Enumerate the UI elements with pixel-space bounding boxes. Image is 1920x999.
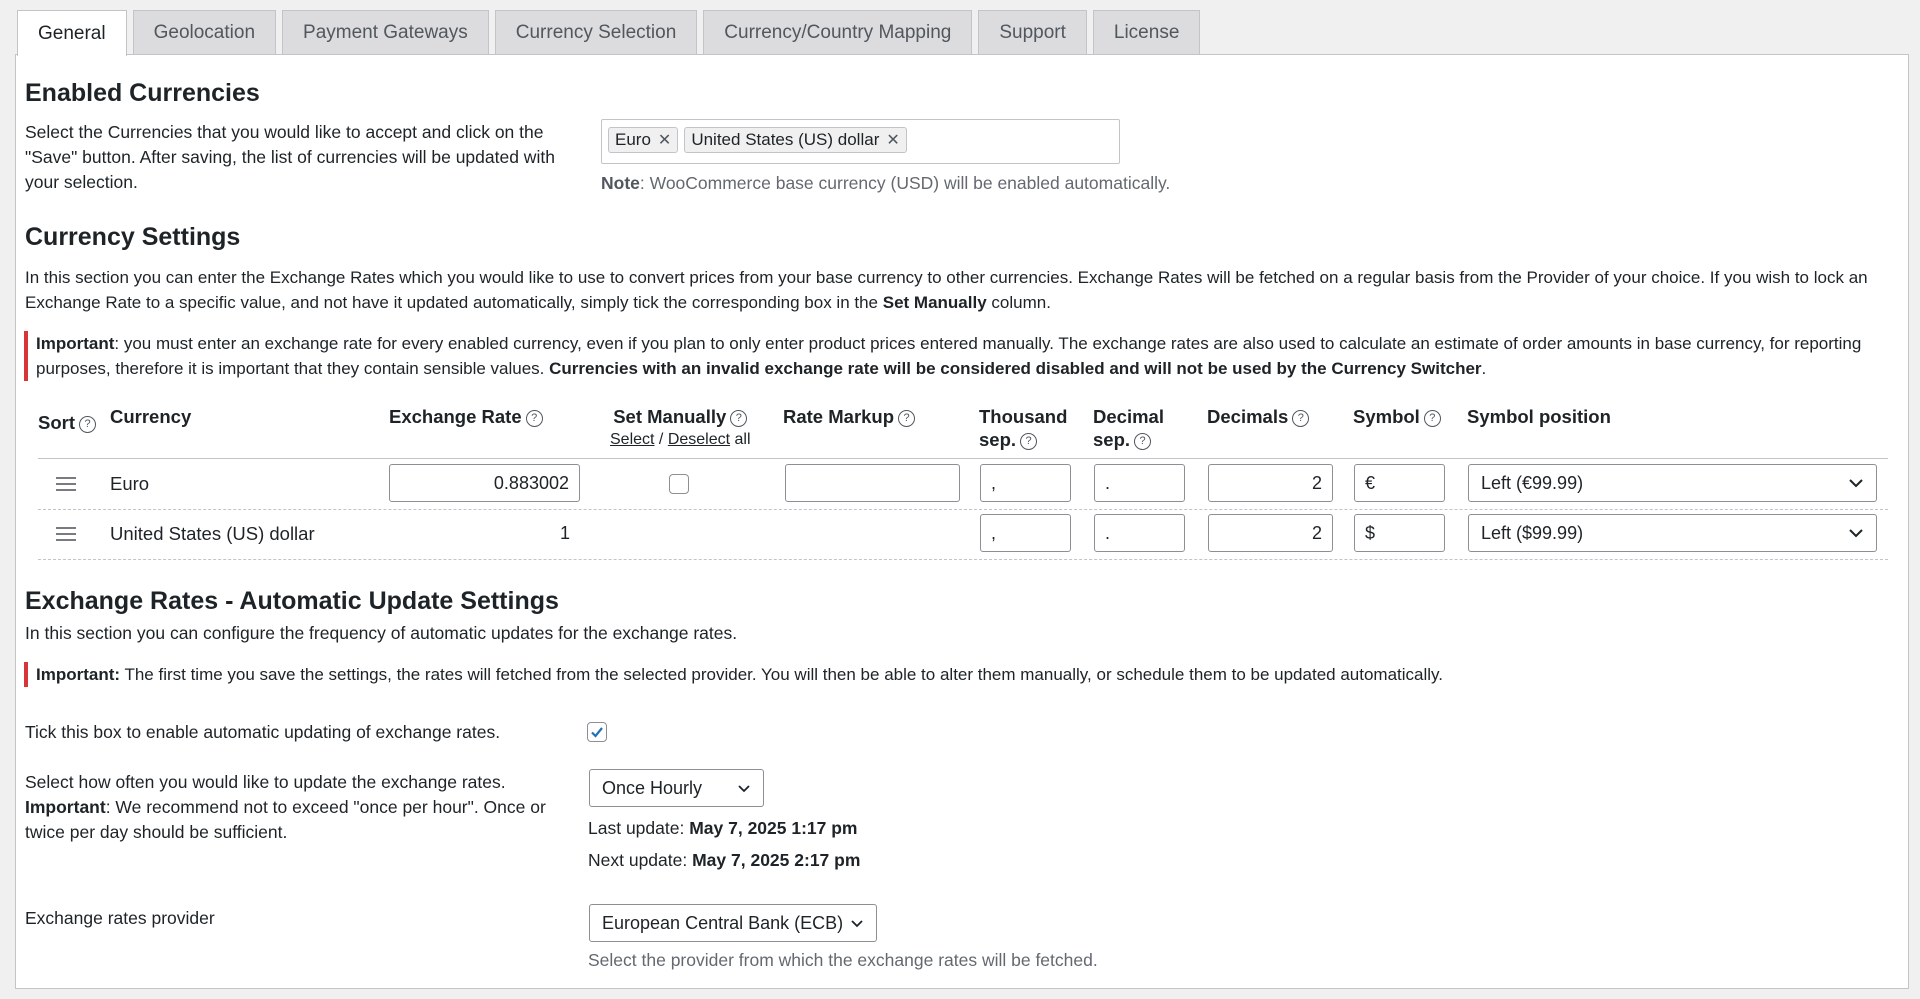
auto-update-checkbox[interactable] [587, 722, 607, 742]
desc-text: In this section you can enter the Exchange Rates which you would like to use to convert prices from your base currency to other currencies. Exchange Rates will be fetched on a regular basis from the Provider of your choice. If you wish to lock an Exchange Rate to a specific value, and not have it updated automatically, simply tick the corresponding box in the [25, 268, 1868, 312]
col-set-manually [610, 405, 751, 451]
rate-markup-input[interactable] [785, 464, 960, 502]
desc-text-end: column. [986, 293, 1051, 312]
provider-hint: Select the provider from which the exchange rates will be fetched. [588, 950, 1098, 970]
frequency-text-2: : We recommend not to exceed "once per hour". Once or twice per day should be sufficient. [25, 797, 546, 842]
help-icon[interactable]: ? [1424, 410, 1441, 427]
auto-important-notice [24, 662, 1894, 687]
frequency-important-label: Important [25, 797, 106, 817]
exchange-rate-input[interactable]: 0.883002 [389, 464, 580, 502]
remove-chip-icon[interactable]: ✕ [886, 132, 900, 149]
important-bold: Currencies with an invalid exchange rate will be considered disabled and will not be used by the Currency Switcher [549, 359, 1482, 378]
symbol-position-value: Left ($99.99) [1481, 522, 1584, 543]
auto-update-checkbox-label: Tick this box to enable automatic updating of exchange rates. [25, 722, 501, 742]
table-header-divider [38, 458, 1888, 459]
tab-currency-selection[interactable]: Currency Selection [495, 10, 698, 55]
provider-label: Exchange rates provider [25, 908, 215, 928]
select-deselect-links [610, 428, 751, 451]
col-decimals [1207, 405, 1309, 428]
help-icon[interactable]: ? [526, 410, 543, 427]
row-currency-name: United States (US) dollar [110, 523, 315, 544]
provider-value: European Central Bank (ECB) [602, 912, 844, 933]
col-rate-markup [783, 405, 915, 428]
exchange-rate-value: 1 [559, 523, 570, 543]
decimals-input[interactable]: 2 [1208, 514, 1333, 552]
symbol-position-select[interactable] [1468, 514, 1877, 552]
important-text: The first time you save the settings, the rates will fetched from the selected provider. You will then be able to alter them manually, or schedule them to be updated automatically. [120, 665, 1443, 684]
currency-settings-description [25, 265, 1895, 315]
next-update-label: Next update: [588, 850, 693, 870]
symbol-position-value: Left (€99.99) [1481, 472, 1584, 493]
frequency-text: Select how often you would like to update the exchange rates. [25, 772, 506, 792]
set-manually-checkbox[interactable] [669, 474, 689, 494]
settings-panel [15, 54, 1909, 989]
currency-chip-usd [684, 127, 906, 153]
important-label: Important [36, 334, 115, 353]
chevron-down-icon [1848, 528, 1864, 538]
auto-update-description: In this section you can configure the frequency of automatic updates for the exchange rates. [25, 623, 738, 643]
deselect-all-link[interactable]: Deselect [667, 431, 731, 448]
row-divider [38, 559, 1888, 560]
col-currency: Currency [110, 406, 192, 427]
thousand-sep-input[interactable]: , [980, 514, 1071, 552]
chevron-down-icon [737, 784, 751, 793]
col-thousand-label-2: sep. [979, 429, 1017, 450]
drag-handle-icon[interactable] [56, 523, 76, 545]
note-text: : WooCommerce base currency (USD) will be enabled automatically. [639, 173, 1171, 193]
all-label: all [730, 431, 751, 448]
col-sort [38, 411, 96, 434]
last-update-value: May 7, 2025 1:17 pm [689, 818, 858, 838]
drag-handle-icon[interactable] [56, 473, 76, 495]
next-update [588, 848, 860, 873]
note-label: Note [601, 173, 640, 193]
important-label: Important: [36, 665, 121, 684]
col-decimal-label-2: sep. [1093, 429, 1131, 450]
col-decimal-sep [1093, 405, 1164, 451]
symbol-input[interactable]: $ [1354, 514, 1445, 552]
next-update-value: May 7, 2025 2:17 pm [692, 850, 861, 870]
decimals-input[interactable]: 2 [1208, 464, 1333, 502]
help-icon[interactable]: ? [898, 410, 915, 427]
important-notice [24, 331, 1894, 381]
tab-currency-country-mapping[interactable]: Currency/Country Mapping [703, 10, 972, 55]
col-exchange-rate-label: Exchange Rate [389, 406, 522, 427]
col-decimal-label: Decimal [1093, 406, 1164, 427]
currency-settings-title: Currency Settings [25, 223, 241, 251]
col-symbol-label: Symbol [1353, 406, 1420, 427]
select-all-link[interactable]: Select [610, 431, 655, 448]
chevron-down-icon [850, 919, 864, 928]
chip-label: United States (US) dollar [691, 130, 880, 149]
col-symbol [1353, 405, 1441, 428]
last-update [588, 816, 858, 841]
tab-payment-gateways[interactable]: Payment Gateways [282, 10, 489, 55]
checkmark-icon [589, 724, 605, 740]
remove-chip-icon[interactable]: ✕ [657, 132, 672, 149]
help-icon[interactable]: ? [1020, 433, 1037, 450]
tab-support[interactable]: Support [978, 10, 1087, 55]
decimal-sep-input[interactable]: . [1094, 464, 1185, 502]
col-set-manually-label: Set Manually [613, 406, 727, 427]
update-frequency-select[interactable] [589, 769, 764, 807]
col-sort-label: Sort [38, 412, 75, 433]
help-icon[interactable]: ? [1134, 433, 1151, 450]
provider-select[interactable] [589, 904, 877, 942]
row-divider [38, 509, 1888, 510]
col-exchange-rate [389, 405, 543, 428]
thousand-sep-input[interactable]: , [980, 464, 1071, 502]
col-rate-markup-label: Rate Markup [783, 406, 895, 427]
help-icon[interactable]: ? [1292, 410, 1309, 427]
decimal-sep-input[interactable]: . [1094, 514, 1185, 552]
symbol-input[interactable]: € [1354, 464, 1445, 502]
currency-chip-euro [608, 127, 678, 153]
chip-label: Euro [615, 130, 651, 149]
frequency-description [25, 770, 590, 845]
desc-bold: Set Manually [882, 293, 987, 312]
help-icon[interactable]: ? [730, 410, 747, 427]
help-icon[interactable]: ? [79, 416, 96, 433]
currency-multiselect[interactable] [601, 119, 1120, 164]
tab-license[interactable]: License [1093, 10, 1201, 55]
enabled-currencies-title: Enabled Currencies [25, 79, 260, 107]
settings-tabs [17, 10, 1200, 55]
base-currency-note [601, 173, 1170, 194]
auto-update-title: Exchange Rates - Automatic Update Settings [25, 587, 559, 615]
col-thousand-sep [979, 405, 1067, 451]
row-currency-name: Euro [110, 473, 150, 494]
tab-geolocation[interactable]: Geolocation [133, 10, 276, 55]
chevron-down-icon [1848, 478, 1864, 488]
last-update-label: Last update: [588, 818, 690, 838]
important-end: . [1481, 359, 1487, 378]
col-symbol-position: Symbol position [1467, 406, 1611, 427]
frequency-value: Once Hourly [602, 777, 703, 798]
symbol-position-select[interactable] [1468, 464, 1877, 502]
slash: / [654, 431, 668, 448]
tab-general[interactable]: General [17, 10, 127, 56]
col-thousand-label: Thousand [979, 406, 1068, 427]
enabled-currencies-description: Select the Currencies that you would like to accept and click on the "Save" button. After saving, the list of currencies will be updated with your selection. [25, 122, 555, 192]
col-decimals-label: Decimals [1207, 406, 1289, 427]
important-text: : you must enter an exchange rate for every enabled currency, even if you plan to only enter product prices entered manually. The exchange rates are also used to calculate an estimate of order amounts in base currency, for reporting purposes, therefore it is important that they contain sensible values. [36, 334, 1862, 378]
